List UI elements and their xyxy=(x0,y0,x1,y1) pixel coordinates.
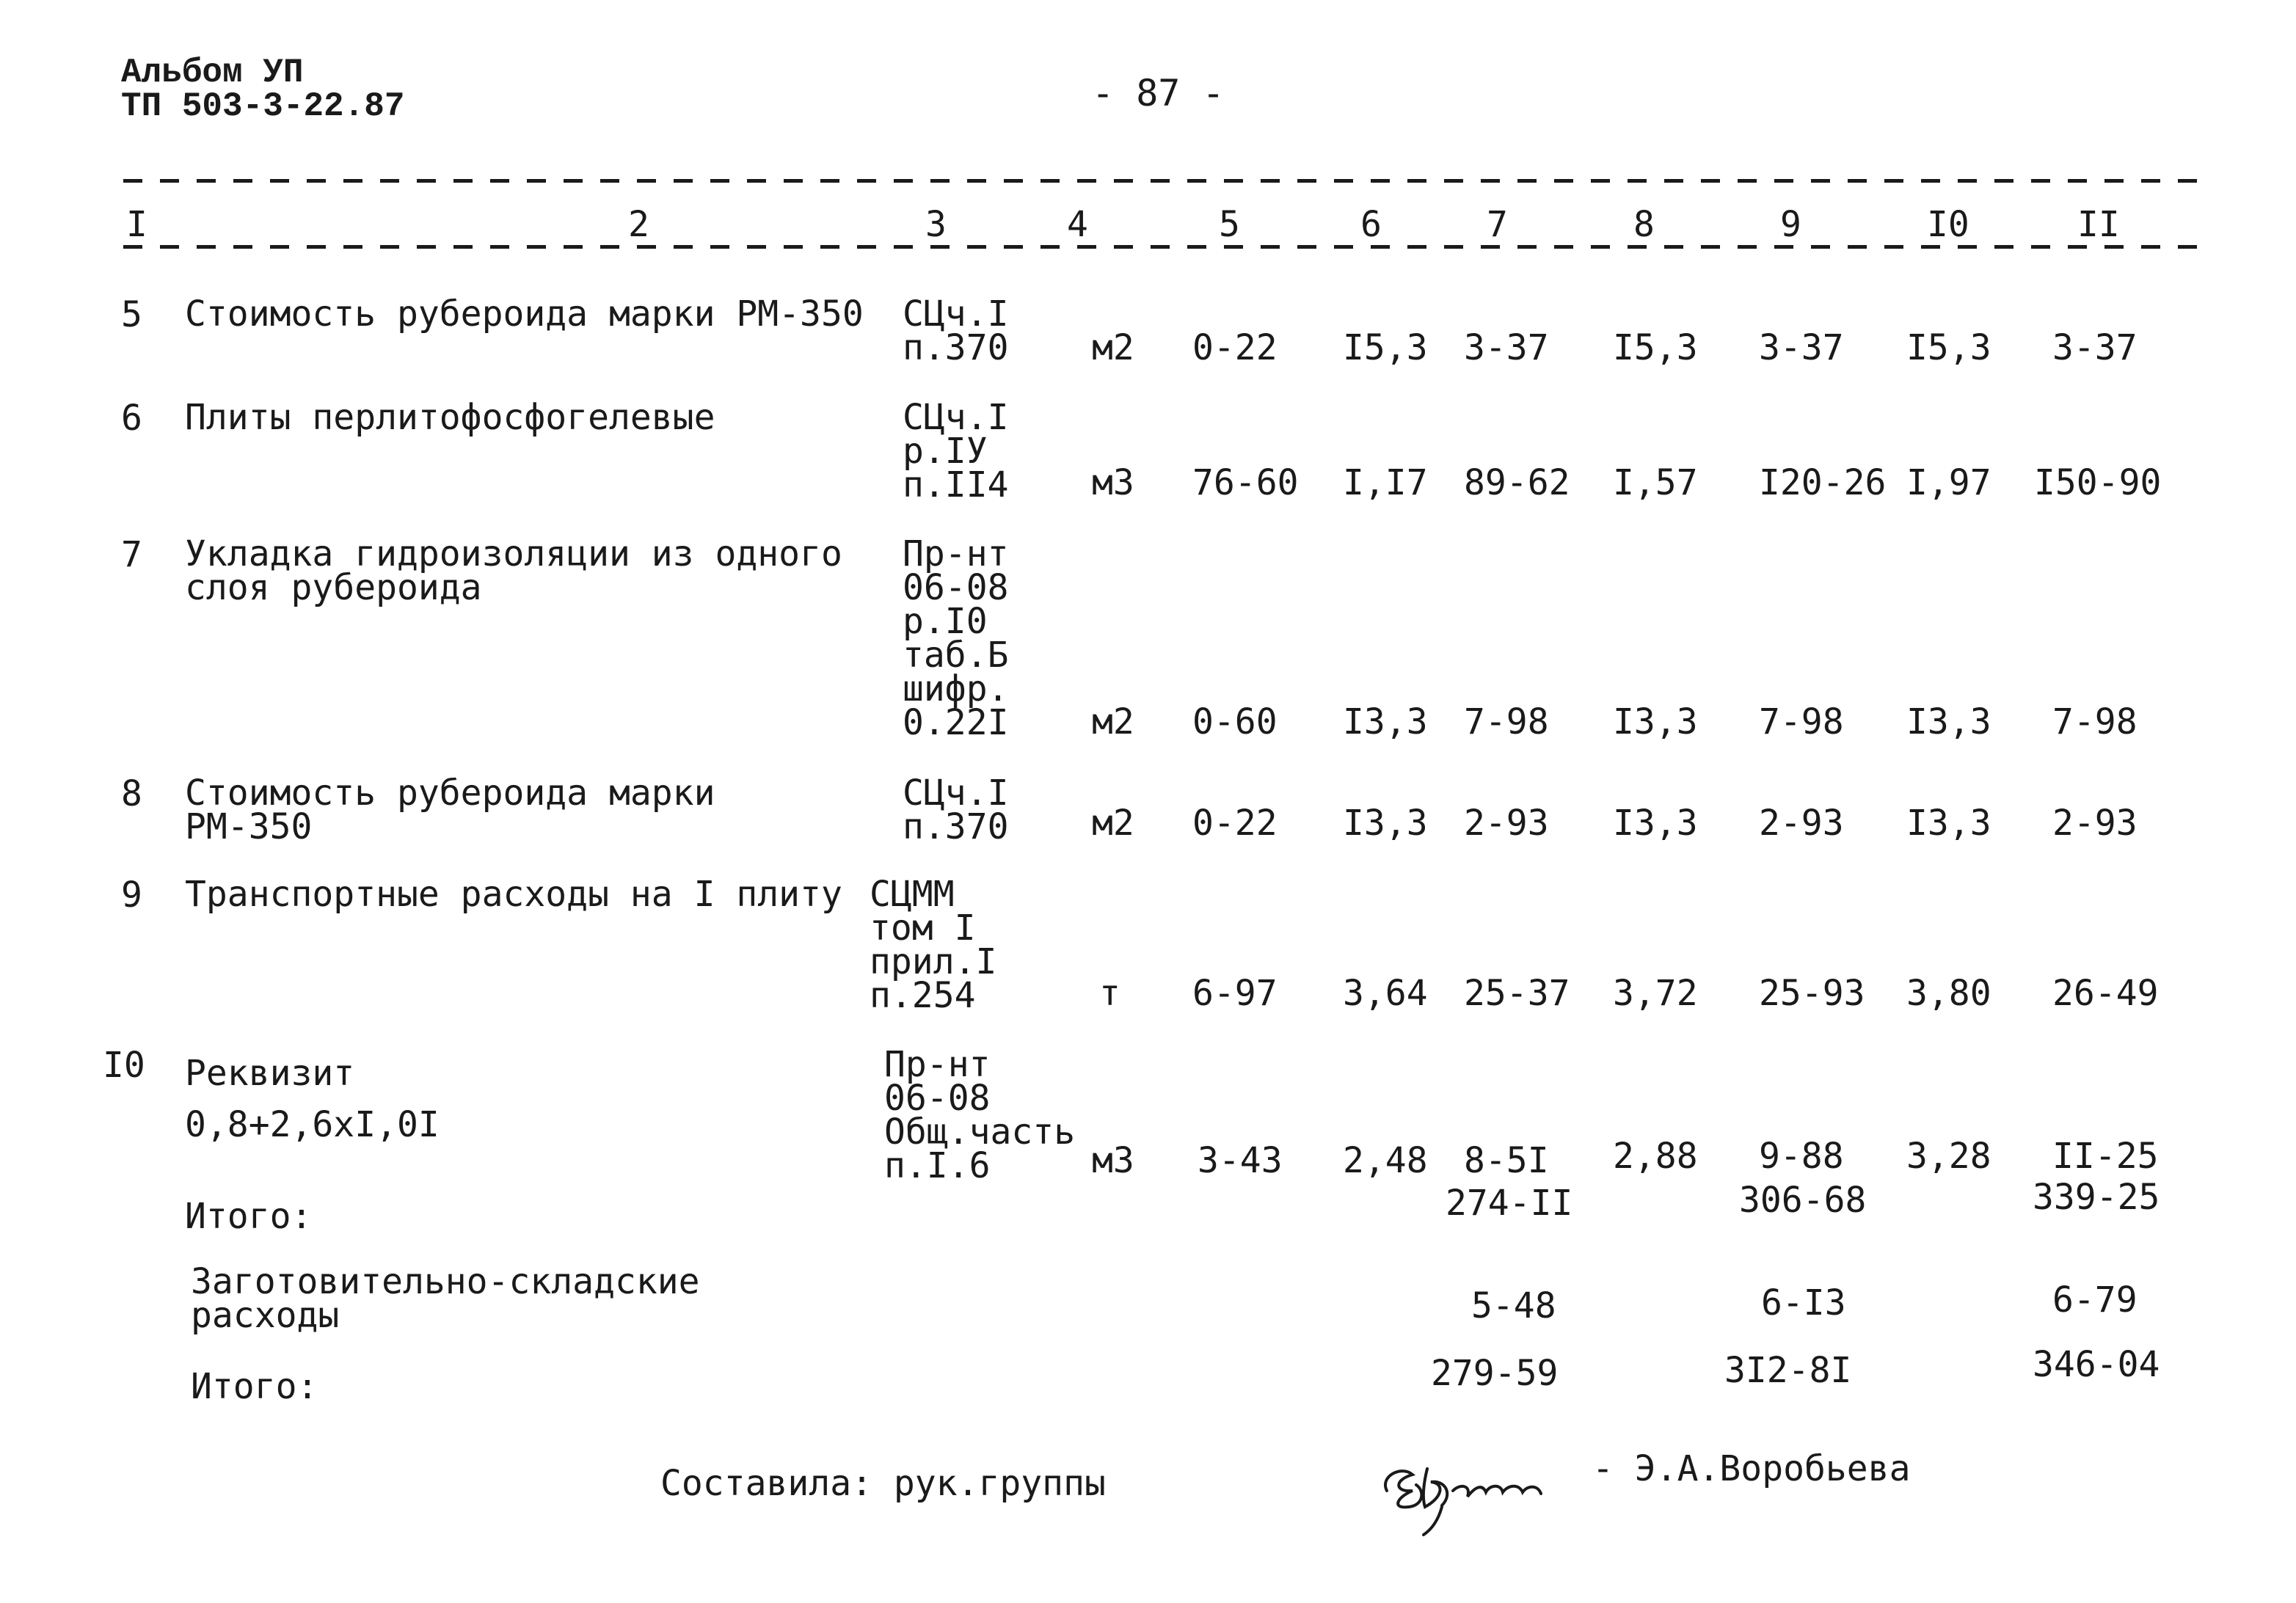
unit-price: 76-60 xyxy=(1192,462,1299,503)
quantity-1: 2,48 xyxy=(1343,1140,1428,1181)
column-number: I0 xyxy=(1923,207,1974,242)
quantity-3: 3,28 xyxy=(1906,1136,1991,1177)
unit: м3 xyxy=(1092,462,1134,503)
work-description: Укладка гидроизоляции из одного слоя рубероида xyxy=(185,533,842,608)
quantity-3: I3,3 xyxy=(1906,803,1991,844)
column-number: 2 xyxy=(624,207,654,242)
procurement-storage-label: Заготовительно-складские расходы xyxy=(191,1261,700,1336)
unit: м2 xyxy=(1092,803,1134,844)
project-code: ТП 503-3-22.87 xyxy=(121,87,405,125)
total-sum-1: 274-II xyxy=(1446,1183,1573,1224)
quantity-3: I,97 xyxy=(1906,462,1991,503)
procurement-sum-3: 6-79 xyxy=(2052,1279,2138,1321)
work-description: Стоимость рубероида марки РМ-350 xyxy=(185,773,715,847)
sum-1: 25-37 xyxy=(1464,973,1570,1014)
unit-price: 3-43 xyxy=(1198,1140,1283,1181)
work-description: Стоимость рубероида марки РМ-350 xyxy=(185,293,864,335)
quantity-2: I,57 xyxy=(1613,462,1698,503)
column-number: 5 xyxy=(1214,207,1244,242)
quantity-1: I3,3 xyxy=(1343,803,1428,844)
quantity-3: 3,80 xyxy=(1906,973,1991,1014)
quantity-1: I,I7 xyxy=(1343,462,1428,503)
quantity-3: I3,3 xyxy=(1906,701,1991,742)
quantity-3: I5,3 xyxy=(1906,327,1991,368)
quantity-1: I3,3 xyxy=(1343,701,1428,742)
sum-1: 7-98 xyxy=(1464,701,1549,742)
compiler-name: - Э.А.Воробьева xyxy=(1592,1448,1911,1489)
sum-2: 2-93 xyxy=(1759,803,1844,844)
total-sum-2: 306-68 xyxy=(1739,1180,1867,1221)
sum-2: 9-88 xyxy=(1759,1136,1844,1177)
row-number: 9 xyxy=(121,874,142,916)
unit: м2 xyxy=(1092,701,1134,742)
procurement-sum-1: 5-48 xyxy=(1471,1285,1556,1326)
quantity-1: 3,64 xyxy=(1343,973,1428,1014)
unit-price: 0-22 xyxy=(1192,803,1278,844)
reference-code: СЦч.I п.370 xyxy=(903,773,1009,847)
grand-total-sum-1: 279-59 xyxy=(1431,1353,1559,1394)
sum-3: 3-37 xyxy=(2052,327,2138,368)
compiled-by-label: Составила: рук.группы xyxy=(660,1463,1106,1504)
sum-3: II-25 xyxy=(2052,1136,2159,1177)
column-number: 7 xyxy=(1482,207,1512,242)
work-description: Транспортные расходы на I плиту xyxy=(185,874,842,915)
row-number: 7 xyxy=(121,534,142,575)
sum-1: 2-93 xyxy=(1464,803,1549,844)
reference-code: СЦММ том I прил.I п.254 xyxy=(870,874,997,1016)
unit-price: 0-22 xyxy=(1192,327,1278,368)
page-number: - 87 - xyxy=(1092,72,1225,114)
quantity-2: 3,72 xyxy=(1613,973,1698,1014)
row-number: I0 xyxy=(103,1045,145,1086)
row-number: 5 xyxy=(121,294,142,335)
quantity-2: I5,3 xyxy=(1613,327,1698,368)
total-sum-3: 339-25 xyxy=(2033,1177,2160,1218)
sum-3: 7-98 xyxy=(2052,701,2138,742)
quantity-2: I3,3 xyxy=(1613,701,1698,742)
procurement-sum-2: 6-I3 xyxy=(1761,1282,1846,1323)
dashed-rule-top xyxy=(123,179,2201,183)
unit: т xyxy=(1099,973,1120,1014)
reference-code: Пр-нт 06-08 р.I0 таб.Б шифр. 0.22I xyxy=(903,533,1009,743)
handwritten-signature xyxy=(1372,1439,1614,1542)
column-number: 4 xyxy=(1063,207,1093,242)
reference-code: СЦч.I п.370 xyxy=(903,293,1009,368)
column-number: 8 xyxy=(1629,207,1659,242)
unit-price: 6-97 xyxy=(1192,973,1278,1014)
column-number: 9 xyxy=(1776,207,1806,242)
sum-3: 26-49 xyxy=(2052,973,2159,1014)
sum-1: 3-37 xyxy=(1464,327,1549,368)
sum-3: 2-93 xyxy=(2052,803,2138,844)
column-number: 6 xyxy=(1356,207,1386,242)
column-number: II xyxy=(2073,207,2124,242)
grand-total-sum-3: 346-04 xyxy=(2033,1344,2160,1385)
sum-2: 3-37 xyxy=(1759,327,1844,368)
column-number: I xyxy=(122,207,152,242)
reference-code: Пр-нт 06-08 Общ.часть п.I.6 xyxy=(884,1044,1076,1186)
sum-2: I20-26 xyxy=(1759,462,1887,503)
sum-2: 7-98 xyxy=(1759,701,1844,742)
column-number: 3 xyxy=(921,207,951,242)
unit: м3 xyxy=(1092,1140,1134,1181)
row-number: 8 xyxy=(121,773,142,814)
sum-2: 25-93 xyxy=(1759,973,1865,1014)
unit-price: 0-60 xyxy=(1192,701,1278,742)
grand-total-label: Итого: xyxy=(191,1366,318,1407)
unit: м2 xyxy=(1092,327,1134,368)
quantity-2: 2,88 xyxy=(1613,1136,1698,1177)
total-label: Итого: xyxy=(185,1196,313,1237)
sum-3: I50-90 xyxy=(2034,462,2162,503)
reference-code: СЦч.I р.IУ п.II4 xyxy=(903,397,1009,505)
dashed-rule-bottom xyxy=(123,245,2201,249)
work-description: Плиты перлитофосфогелевые xyxy=(185,397,715,438)
sum-1: 8-5I xyxy=(1464,1140,1549,1181)
work-description: Реквизит 0,8+2,6xI,0I xyxy=(185,1053,440,1145)
album-label: Альбом УП xyxy=(121,54,304,92)
quantity-1: I5,3 xyxy=(1343,327,1428,368)
sum-1: 89-62 xyxy=(1464,462,1570,503)
quantity-2: I3,3 xyxy=(1613,803,1698,844)
grand-total-sum-2: 3I2-8I xyxy=(1724,1350,1852,1391)
row-number: 6 xyxy=(121,398,142,439)
